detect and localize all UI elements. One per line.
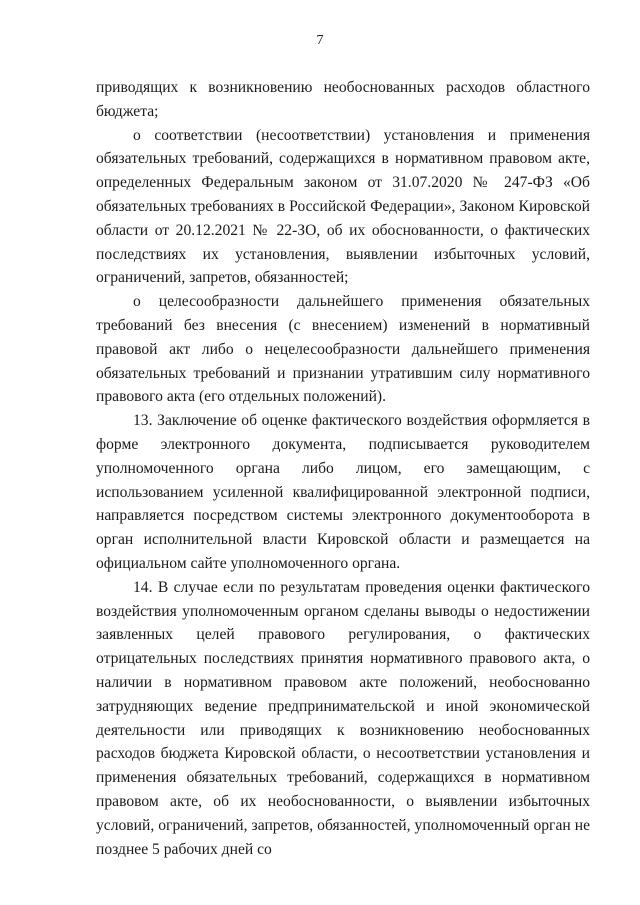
paragraph-compliance-conclusion: о соответствии (несоответствии) установления и применения обязательных требований, содержащихся в нормативном правовом акте, определенных Федеральным законом от 31.07.2020 № 247-ФЗ «Об обязательных требованиях в Российской Федерации», Законом Кировской области от 20.12.2021 № 22-ЗО, об их обоснованности, о фактических последствиях их установления, выявлении избыточных условий, ограничений, запретов, обязанностей; xyxy=(96,126,590,287)
document-body xyxy=(96,76,590,861)
page-number: 7 xyxy=(316,33,324,48)
paragraph-item-13: 13. Заключение об оценке фактического воздействия оформляется в форме электронного документа, подписывается руководителем уполномоченного органа либо лицом, его замещающим, с использованием усиленной квалифицированной электронной подписи, направляется посредством системы электронного документооборота в орган исполнительной власти Кировской области и размещается на официальном сайте уполномоченного органа. xyxy=(96,412,590,572)
paragraph-expediency-conclusion: о целесообразности дальнейшего применения обязательных требований без внесения (с внесением) изменений в нормативный правовой акт либо о нецелесообразности дальнейшего применения обязательных требований и признании утратившим силу нормативного правового акта (его отдельных положений). xyxy=(96,293,590,406)
paragraph-continuation: приводящих к возникновению необоснованных расходов областного бюджета; xyxy=(96,79,590,120)
paragraph-item-14: 14. В случае если по результатам проведения оценки фактического воздействия уполномоченным органом сделаны выводы о недостижении заявленных целей правового регулирования, о фактических отрицательных последствиях принятия нормативного правового акта, о наличии в нормативном правовом акте положений, необоснованно затрудняющих ведение предпринимательской и иной экономической деятельности или приводящих к возникновению необоснованных расходов бюджета Кировской области, о несоответствии установления и применения обязательных требований, содержащихся в нормативном правовом акте, об их необоснованности, о выявлении избыточных условий, ограничений, запретов, обязанностей, уполномоченный орган не позднее 5 рабочих дней со xyxy=(96,578,590,858)
